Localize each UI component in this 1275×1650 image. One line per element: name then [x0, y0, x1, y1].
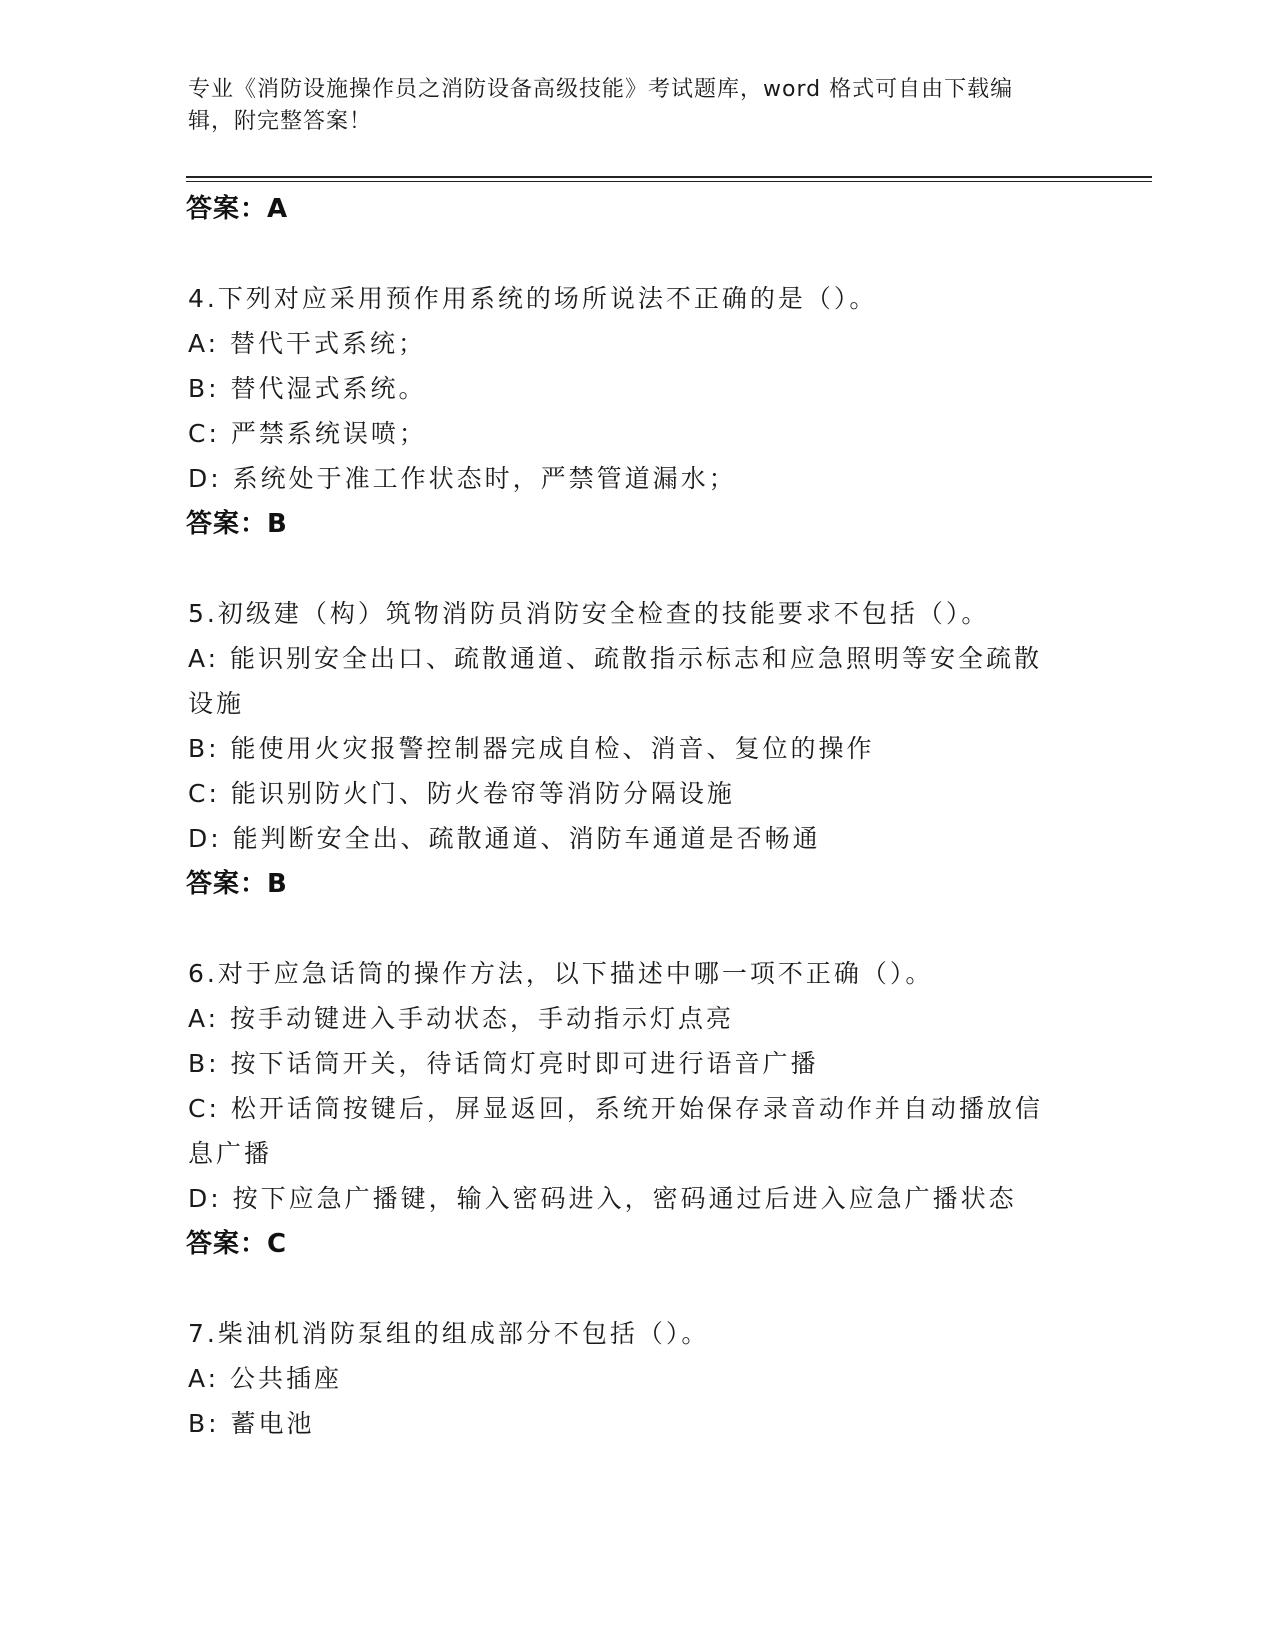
question-5-option-b: B: 能使用火灾报警控制器完成自检、消音、复位的操作: [188, 734, 875, 763]
question-5-answer: 答案：B: [186, 869, 288, 899]
answer-prev: 答案：A: [186, 194, 289, 224]
question-4-text: 4.下列对应采用预作用系统的场所说法不正确的是（）。: [188, 284, 878, 313]
question-6-option-b: B: 按下话筒开关，待话筒灯亮时即可进行语音广播: [188, 1049, 819, 1078]
question-6-option-c: C: 松开话筒按键后，屏显返回，系统开始保存录音动作并自动播放信: [188, 1094, 1043, 1123]
header-line-2: 辑，附完整答案！: [188, 109, 373, 134]
question-4-option-a: A: 替代干式系统；: [188, 329, 427, 358]
question-4-option-d: D: 系统处于准工作状态时，严禁管道漏水；: [188, 464, 737, 493]
question-6-answer: 答案：C: [186, 1229, 288, 1259]
question-5-option-c: C: 能识别防火门、防火卷帘等消防分隔设施: [188, 779, 735, 808]
question-6-option-d: D: 按下应急广播键，输入密码进入，密码通过后进入应急广播状态: [188, 1184, 1017, 1213]
question-5-option-a: A: 能识别安全出口、疏散通道、疏散指示标志和应急照明等安全疏散: [188, 644, 1043, 673]
question-6-option-c-cont: 息广播: [188, 1139, 273, 1168]
question-6-option-a: A: 按手动键进入手动状态，手动指示灯点亮: [188, 1004, 735, 1033]
question-7-option-a: A: 公共插座: [188, 1364, 343, 1393]
question-4-option-c: C: 严禁系统误喷；: [188, 419, 427, 448]
question-5-option-d: D: 能判断安全出、疏散通道、消防车通道是否畅通: [188, 824, 821, 853]
question-6-text: 6.对于应急话筒的操作方法，以下描述中哪一项不正确（）。: [188, 959, 934, 988]
header-rule-thin: [186, 181, 1152, 182]
document-header: [188, 74, 1068, 138]
header-line-1: 专业《消防设施操作员之消防设备高级技能》考试题库，word 格式可自由下载编: [188, 77, 1014, 102]
question-5-text: 5.初级建（构）筑物消防员消防安全检查的技能要求不包括（）。: [188, 599, 990, 628]
header-rule-thick: [186, 176, 1152, 178]
question-4-answer: 答案：B: [186, 509, 288, 539]
question-7-text: 7.柴油机消防泵组的组成部分不包括（）。: [188, 1319, 710, 1348]
question-5-option-a-cont: 设施: [188, 689, 245, 718]
question-7-option-b: B: 蓄电池: [188, 1409, 315, 1438]
question-4-option-b: B: 替代湿式系统。: [188, 374, 427, 403]
